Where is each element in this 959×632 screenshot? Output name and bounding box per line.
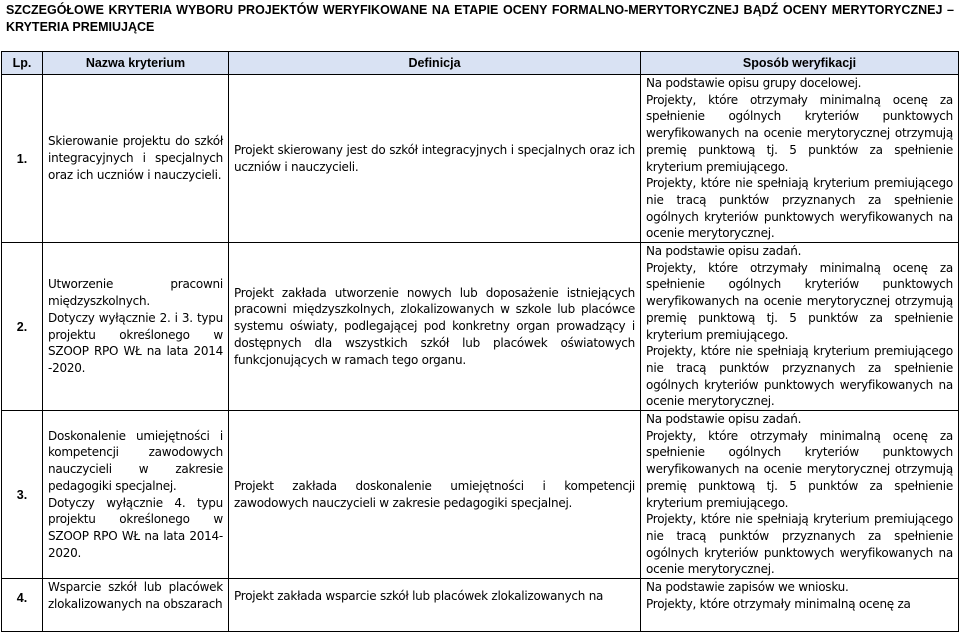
row-number: 4. [2,579,43,632]
method-paragraph-2: Projekty, które nie spełniają kryterium premiującego nie tracą punktów przyznanych za spełnienie ogólnych kryteriów punktowych weryfikowanych na ocenie merytorycznej. [646,344,953,409]
criterion-name-text: Wsparcie szkół lub placówek zlokalizowanych na obszarach [48,580,223,611]
criterion-definition [229,411,641,579]
table-header-row [2,52,959,75]
criterion-name [43,411,229,579]
method-paragraph-1: Projekty, które otrzymały minimalną ocenę za [646,596,911,611]
header-lp: Lp. [2,52,43,75]
criterion-definition [229,579,641,632]
criterion-definition-text: Projekt zakłada utworzenie nowych lub doposażenie istniejących pracowni międzyszkolnych, zlokalizowanych w szkole lub placówce systemu oświaty, podlegającej pod konkretny organ prowadzący i dostępnych dla wszystkich szkół lub placówek oświatowych funkcjonujących w ramach tego organu. [234,285,635,367]
verification-method [641,75,959,243]
criterion-definition [229,75,641,243]
criterion-name-text: Utworzenie pracowni międzyszkolnych. [48,277,223,309]
method-paragraph-1: Projekty, które otrzymały minimalną ocenę za spełnienie ogólnych kryteriów punktowych weryfikowanych na ocenie merytorycznej otrzymują premię punktową tj. 5 punktów za spełnienie kryterium premiującego. [646,260,953,342]
method-paragraph-1: Projekty, które otrzymały minimalną ocenę za spełnienie ogólnych kryteriów punktowych weryfikowanych na ocenie merytorycznej otrzymują premię punktową tj. 5 punktów za spełnienie kryterium premiującego. [646,428,953,510]
method-paragraph-1: Projekty, które otrzymały minimalną ocenę za spełnienie ogólnych kryteriów punktowych weryfikowanych na ocenie merytorycznej otrzymują premię punktową tj. 5 punktów za spełnienie kryterium premiującego. [646,92,953,174]
verification-method [641,411,959,579]
criterion-name [43,243,229,411]
table-row [2,411,959,579]
criterion-name [43,75,229,243]
criterion-definition-text: Projekt zakłada doskonalenie umiejętności i kompetencji zawodowych nauczycieli w zakresie pedagogiki specjalnej. [234,478,635,510]
verification-method [641,579,959,632]
criterion-definition-text: Projekt zakłada wsparcie szkół lub placówek zlokalizowanych na [234,589,604,604]
method-basis: Na podstawie opisu zadań. [646,412,802,427]
criterion-name-note: Dotyczy wyłącznie 2. i 3. typu projektu określonego w SZOOP RPO WŁ na lata 2014 -2020. [48,310,223,375]
header-name: Nazwa kryterium [43,52,229,75]
criterion-name-note: Dotyczy wyłącznie 4. typu projektu określonego w SZOOP RPO WŁ na lata 2014-2020. [48,495,223,560]
row-number: 2. [2,243,43,411]
table-row [2,579,959,632]
method-basis: Na podstawie zapisów we wniosku. [646,580,849,595]
verification-method [641,243,959,411]
criterion-name-text: Doskonalenie umiejętności i kompetencji zawodowych nauczycieli w zakresie pedagogiki specjalnej. [48,428,223,493]
method-basis: Na podstawie opisu zadań. [646,244,802,259]
table-row [2,243,959,411]
criteria-table [1,51,959,632]
criterion-name-text: Skierowanie projektu do szkół integracyjnych i specjalnych oraz ich uczniów i nauczycieli. [48,134,223,182]
header-definition: Definicja [229,52,641,75]
table-row [2,75,959,243]
criterion-definition-text: Projekt skierowany jest do szkół integracyjnych i specjalnych oraz ich uczniów i nauczycieli. [234,142,635,174]
method-basis: Na podstawie opisu grupy docelowej. [646,76,862,90]
criterion-definition [229,243,641,411]
row-number: 3. [2,411,43,579]
row-number: 1. [2,75,43,243]
criterion-name [43,579,229,632]
method-paragraph-2: Projekty, które nie spełniają kryterium premiującego nie tracą punktów przyznanych za spełnienie ogólnych kryteriów punktowych weryfikowanych na ocenie merytorycznej. [646,512,953,577]
header-method: Sposób weryfikacji [641,52,959,75]
method-paragraph-2: Projekty, które nie spełniają kryterium premiującego nie tracą punktów przyznanych za spełnienie ogólnych kryteriów punktowych weryfikowanych na ocenie merytorycznej. [646,176,953,241]
document-title: SZCZEGÓŁOWE KRYTERIA WYBORU PROJEKTÓW WERYFIKOWANE NA ETAPIE OCENY FORMALNO-MERYTORYCZNEJ BĄDŹ OCENY MERYTORYCZNEJ – KRYTERIA PREMIUJĄCE [6,3,954,34]
